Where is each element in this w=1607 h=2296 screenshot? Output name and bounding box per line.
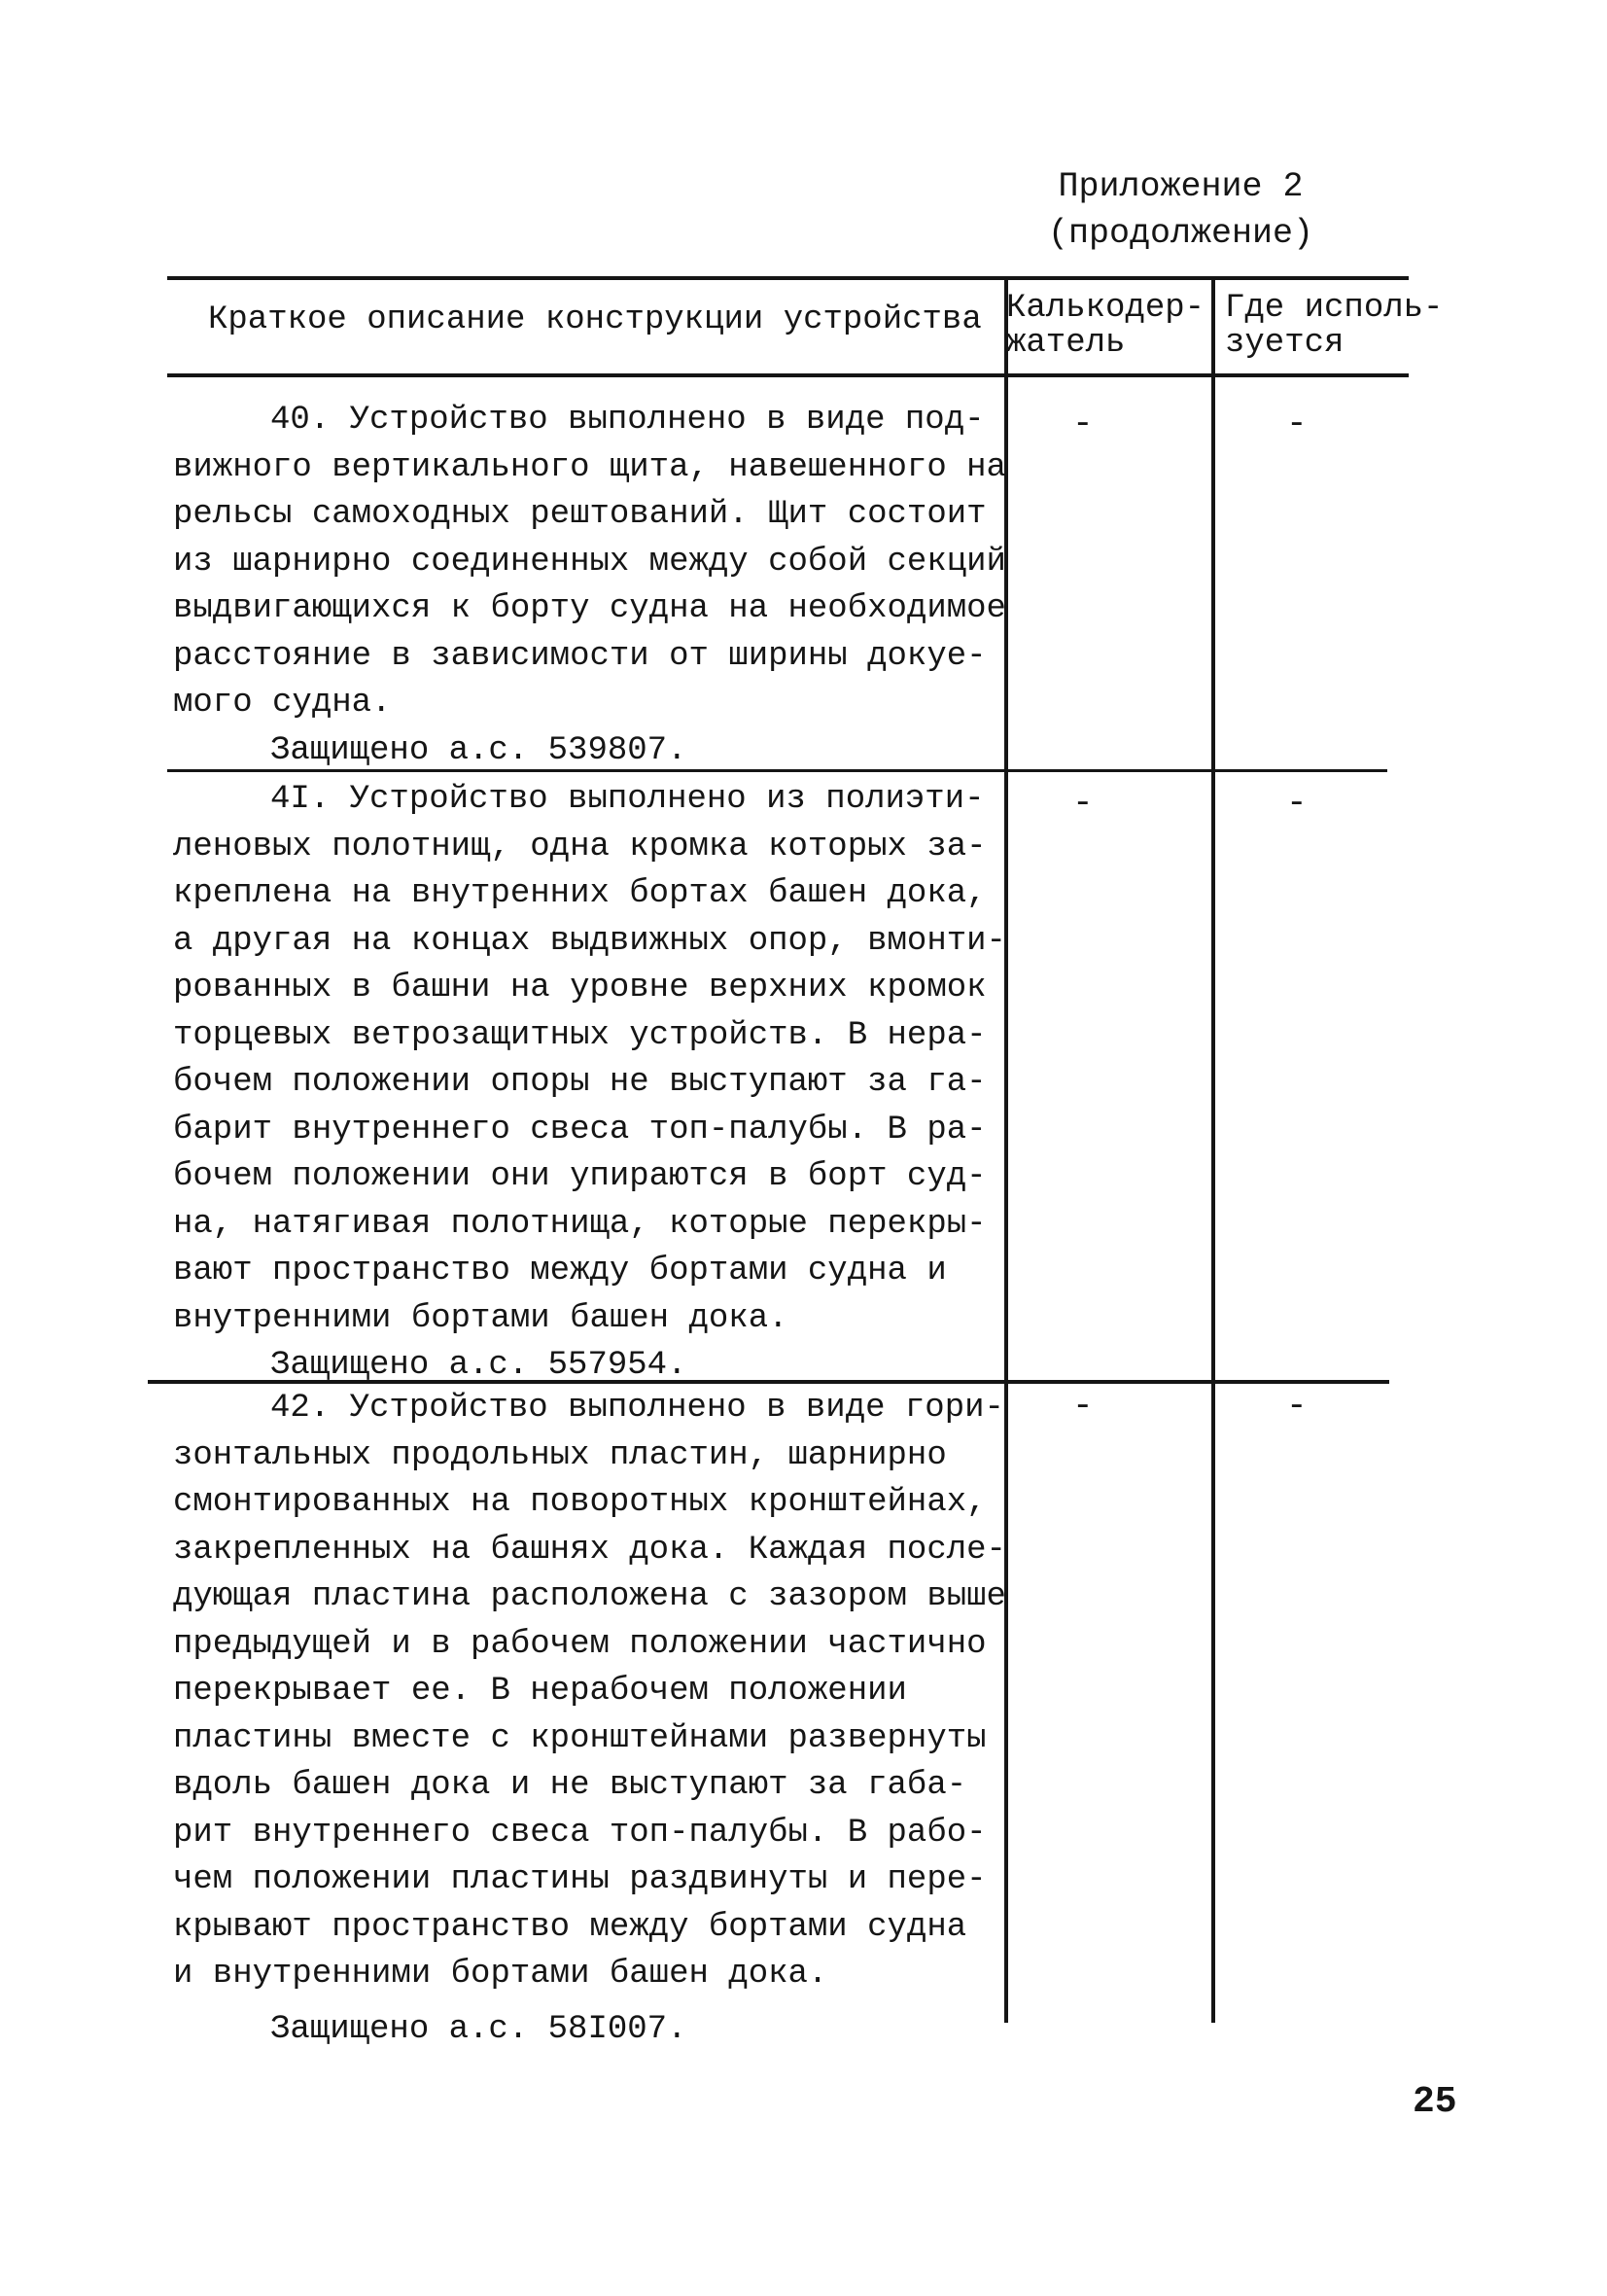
row-41-line: внутренними бортами башен дока.: [173, 1299, 788, 1337]
row-42-used: -: [1286, 1386, 1308, 1426]
row-42-line: закрепленных на башнях дока. Каждая после-: [173, 1531, 1006, 1569]
row-41-holder: -: [1072, 783, 1094, 823]
column-divider-2: [1211, 276, 1215, 2023]
row-40-line: 40. Устройство выполнено в виде под-: [270, 402, 985, 439]
row-40-used: -: [1286, 404, 1308, 443]
row-42-protected: Защищено а.с. 58I007.: [270, 2010, 687, 2048]
row-40-line: из шарнирно соединенных между собой секций: [173, 543, 1006, 581]
row-40-line: расстояние в зависимости от ширины докуе-: [173, 637, 987, 675]
row-41-line: креплена на внутренних бортах башен дока,: [173, 875, 987, 912]
row-42-line: смонтированных на поворотных кронштейнах,: [173, 1484, 987, 1521]
row-41-used: -: [1286, 783, 1308, 823]
row-42-line: дующая пластина расположена с зазором выше: [173, 1578, 1006, 1615]
row-41-line: бочем положении они упираются в борт суд-: [173, 1158, 987, 1195]
row-42-line: зонтальных продольных пластин, шарнирно: [173, 1436, 947, 1474]
row-41-line: рованных в башни на уровне верхних кромок: [173, 970, 987, 1007]
table-row-42-description: [173, 1385, 1009, 2053]
row-41-line: барит внутреннего свеса топ-палубы. В ра-: [173, 1111, 987, 1148]
row-40-line: вижного вертикального щита, навешенного на: [173, 448, 1006, 486]
row-42-line: вдоль башен дока и не выступают за габа-: [173, 1767, 967, 1804]
header-holder-line-2: жатель: [1006, 325, 1126, 362]
row-40-protected: Защищено а.с. 539807.: [270, 731, 687, 769]
row-40-holder: -: [1072, 404, 1094, 443]
row-42-line: крывают пространство между бортами судна: [173, 1908, 967, 1946]
row-41-line: торцевых ветрозащитных устройств. В нера-: [173, 1016, 987, 1054]
row-41-line: на, натягивая полотнища, которые перекры-: [173, 1205, 987, 1243]
table-row-40-description: [173, 397, 1009, 774]
row-41-line: 4I. Устройство выполнено из полиэти-: [270, 781, 985, 818]
row-41-protected: Защищено а.с. 557954.: [270, 1347, 687, 1384]
header-holder-line-1: Калькодер-: [1006, 290, 1205, 327]
row-40-line: мого судна.: [173, 685, 392, 722]
row-42-line: и внутренними бортами башен дока.: [173, 1956, 828, 1993]
row-42-holder: -: [1072, 1386, 1094, 1426]
row-42-line: перекрывает ее. В нерабочем положении: [173, 1673, 907, 1710]
appendix-line-2: (продолжение): [1048, 214, 1314, 253]
row-41-line: а другая на концах выдвижных опор, вмонти-: [173, 922, 1006, 960]
row-40-line: выдвигающихся к борту судна на необходимое: [173, 590, 1006, 627]
header-bottom-rule: [167, 373, 1409, 377]
row-42-line: пластины вместе с кронштейнами развернуты: [173, 1719, 987, 1757]
row-42-line: рит внутреннего свеса топ-палубы. В рабо-: [173, 1814, 987, 1852]
table-row-41-description: [173, 776, 1009, 1390]
header-description: Краткое описание конструкции устройства: [208, 301, 982, 338]
row-41-line: вают пространство между бортами судна и: [173, 1253, 947, 1289]
header-used-line-1: Где исполь-: [1225, 290, 1444, 327]
row-40-line: рельсы самоходных рештований. Щит состоит: [173, 496, 987, 533]
row-41-line: бочем положении опоры не выступают за га-: [173, 1064, 987, 1101]
appendix-label: [1048, 163, 1313, 257]
row-42-line: чем положении пластины раздвинуты и пере-: [173, 1861, 987, 1898]
table-top-rule: [167, 276, 1409, 280]
page-number: 25: [1413, 2081, 1457, 2123]
row-42-line: предыдущей и в рабочем положении частично: [173, 1625, 987, 1663]
appendix-line-1: Приложение 2: [1058, 167, 1304, 206]
row-41-line: леновых полотнищ, одна кромка которых за-: [173, 828, 987, 865]
header-used-line-2: зуется: [1225, 325, 1345, 362]
row-42-line: 42. Устройство выполнено в виде гори-: [270, 1390, 1004, 1427]
